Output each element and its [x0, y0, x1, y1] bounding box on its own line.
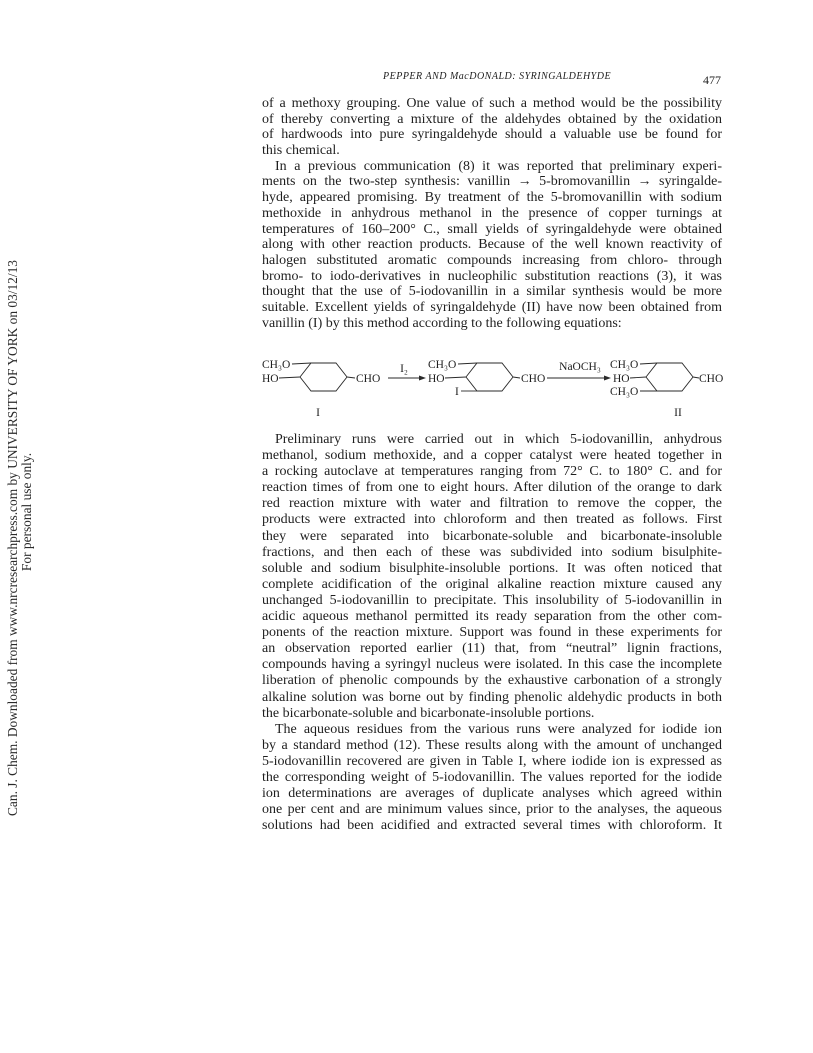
reaction-arrow [388, 363, 426, 381]
paragraph [262, 432, 722, 722]
benzene-ring [646, 363, 693, 391]
bond-line [513, 377, 520, 378]
text-line: methanol, sodium methoxide, and a copper catalyst were heated together in [262, 448, 722, 464]
bond-line [279, 377, 300, 378]
reaction-arrow [547, 361, 611, 381]
text-line: alkaline solution was borne out by finding phenolic aldehydic products in both [262, 689, 722, 705]
text-line: along with other reaction products. Because of the well known reactivity of [262, 237, 722, 253]
substituent-label: HO [428, 373, 445, 385]
text-line: The aqueous residues from the various runs were analyzed for iodide ion [275, 721, 722, 737]
text-line: Preliminary runs were carried out in which 5-iodovanillin, anhydrous [275, 432, 722, 447]
substituent-label: CH₃O [610, 386, 639, 398]
benzene-ring [466, 363, 513, 391]
substituent-label: CH₃O [262, 359, 291, 371]
text-line: bromo- to iodo-derivatives in nucleophilic substitution reactions (3), it was [262, 268, 722, 284]
reaction-scheme [255, 350, 730, 422]
arrowhead [604, 376, 611, 381]
reagent-label: NaOCH₃ [559, 361, 601, 373]
text-line: solutions had been acidified and extracted several times with chloroform. It [262, 818, 722, 834]
benzene-ring [300, 363, 347, 391]
bond-line [640, 363, 657, 364]
compound-label: I [316, 407, 320, 419]
substituent-label: CHO [356, 373, 381, 385]
bond-line [630, 377, 646, 378]
text-line: unchanged 5-iodovanillin to precipitate. This insolubility of 5-iodovanillin in [262, 592, 722, 608]
text-line: of thereby converting a mixture of the aldehydes obtained by the oxidation [262, 111, 722, 127]
substituent-label: CHO [521, 373, 546, 385]
paragraph [262, 159, 722, 332]
text-line: liberation of phenolic compounds by the exhaustive carbonation of a strongly [262, 673, 722, 689]
text-line: fractions, and then each of these was subdivided into sodium bisulphite- [262, 544, 722, 560]
substituent-label: CH₃O [428, 359, 457, 371]
substituent-label: I [455, 386, 459, 398]
text-block-upper [262, 96, 722, 331]
structure-5-iodovanillin [428, 359, 545, 398]
text-line: suitable. Excellent yields of syringaldehyde (II) have now been obtained from [262, 299, 722, 315]
text-line: reaction times of from one to eight hours. After dilution of the orange to dark [262, 480, 722, 496]
text-line: one per cent and are minimum values since, prior to the analyses, the aqueous [262, 802, 722, 818]
text-line: acidic aqueous methanol permitted its ready separation from the other com- [262, 609, 722, 625]
text-line: of a methoxy grouping. One value of such a method would be the possibility [262, 96, 722, 111]
arrowhead [419, 376, 426, 381]
paragraph [262, 96, 722, 159]
text-line: ponents of the reaction mixture. Support was found in these experiments for [262, 625, 722, 641]
bond-line [292, 363, 311, 364]
text-line: vanillin (I) by this method according to the following equations: [262, 315, 622, 331]
bond-line [347, 377, 355, 378]
paragraph [262, 722, 722, 835]
text-line: hyde, appeared promising. By treatment of the 5-bromovanillin with sodium [262, 190, 722, 206]
substituent-label: HO [262, 373, 279, 385]
text-line: by a standard method (12). These results along with the amount of unchanged [262, 737, 722, 753]
text-line: ments on the two-step synthesis: vanillin → 5-bromovanillin → syringalde- [262, 174, 722, 190]
substituent-label: HO [613, 373, 630, 385]
text-line: complete acidification of the original alkaline reaction mixture caused any [262, 576, 722, 592]
page-number: 477 [703, 73, 721, 87]
substituent-label: CHO [699, 373, 724, 385]
text-line: the bicarbonate-soluble and bicarbonate-insoluble portions. [262, 705, 595, 721]
text-line: an observation reported earlier (11) that, from “neutral” lignin fractions, [262, 641, 722, 657]
bond-line [445, 377, 466, 378]
substituent-label: CH₃O [610, 359, 639, 371]
text-line: a rocking autoclave at temperatures ranging from 72° C. to 180° C. and for [262, 464, 722, 480]
text-line: thought that the use of 5-iodovanillin in a similar synthesis would be more [262, 284, 722, 300]
text-line: ion determinations are averages of duplicate analyses which agreed within [262, 786, 722, 802]
text-line: methoxide in anhydrous methanol in the presence of copper turnings at [262, 205, 722, 221]
structure-vanillin [262, 359, 380, 419]
text-line: products were extracted into chloroform and then treated as follows. First [262, 512, 722, 528]
compound-label: II [674, 407, 682, 419]
reagent-label: I₂ [400, 363, 408, 375]
text-block-lower [262, 432, 722, 834]
text-line: red reaction mixture with water and filtration to remove the copper, the [262, 496, 722, 512]
text-line: halogen substituted aromatic compounds increasing from chloro- through [262, 252, 722, 268]
structure-syringaldehyde [610, 359, 723, 419]
text-line: of hardwoods into pure syringaldehyde should a valuable use be found for [262, 127, 722, 143]
text-line: temperatures of 160–200° C., small yields of syringaldehyde were obtained [262, 221, 722, 237]
text-line: In a previous communication (8) it was reported that preliminary experi- [275, 158, 722, 174]
text-line: compounds having a syringyl nucleus were isolated. In this case the incomplete [262, 657, 722, 673]
running-title: PEPPER AND MacDONALD: SYRINGALDEHYDE [383, 71, 612, 82]
text-line: soluble and sodium bisulphite-insoluble portions. It was often noticed that [262, 560, 722, 576]
download-notice-line: Can. J. Chem. Downloaded from www.nrcresearchpress.com by UNIVERSITY OF YORK on 03/12/13 [5, 260, 20, 816]
text-line: this chemical. [262, 143, 340, 159]
text-line: 5-iodovanillin recovered are given in Table I, where iodide ion is expressed as [262, 753, 722, 769]
text-line: they were separated into bicarbonate-soluble and bicarbonate-insoluble [262, 528, 722, 544]
personal-use-notice: For personal use only. [19, 452, 34, 572]
download-notice [6, 243, 34, 833]
text-line: the corresponding weight of 5-iodovanillin. The values reported for the iodide [262, 769, 722, 785]
bond-line [458, 363, 477, 364]
